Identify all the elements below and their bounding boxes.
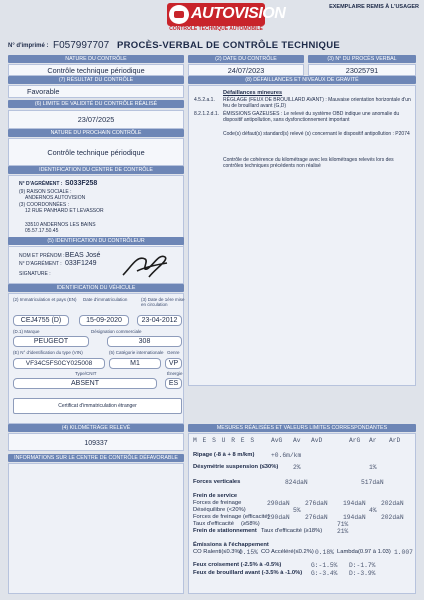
co-acc-label: CO Accéléré(≤0.2%)	[261, 549, 314, 555]
category-value: M1	[109, 358, 161, 369]
next-control-nature: Contrôle technique périodique	[8, 138, 184, 166]
co-value: 0.15%	[239, 549, 258, 556]
fv-ar: 517daN	[361, 479, 384, 486]
imprime-label: N° d'imprimé :	[8, 43, 49, 49]
fc-d: D:-1.7%	[349, 562, 376, 569]
desymetrie-ar: 1%	[369, 464, 377, 471]
designation-label: Désignation commerciale	[91, 329, 142, 334]
center-coord-label: (3) COORDONNÉES :	[19, 202, 70, 208]
frein-stat-label: Frein de stationnement	[193, 528, 257, 534]
signature-label: SIGNATURE :	[19, 271, 51, 277]
km-value: 109337	[84, 440, 108, 447]
type-ct-label: Type/CNIT	[75, 371, 97, 376]
copy-label: EXEMPLAIRE REMIS À L'USAGER	[329, 4, 419, 10]
fe-arg: 194daN	[343, 514, 366, 521]
defects-heading: Défaillances mineures	[223, 90, 283, 96]
type-ct-value: ABSENT	[13, 378, 157, 389]
genre-label: Genre	[167, 350, 180, 355]
ff-avg: 290daN	[267, 500, 290, 507]
defects-panel	[188, 85, 416, 386]
section-header-result: (7) RÉSULTAT DU CONTRÔLE	[8, 76, 184, 84]
section-header-center: IDENTIFICATION DU CENTRE DE CONTRÔLE	[8, 166, 184, 174]
date-immat-label: Date d'immatriculation	[83, 297, 128, 302]
section-header-vehicle: IDENTIFICATION DU VÉHICULE	[8, 284, 184, 292]
center-phone: 05.57.17.50.45	[25, 228, 59, 234]
defect-text-3: Code(s) défaut(s) standard(s) relevé (s) concernant le dispositif antipollution : P2074	[223, 131, 410, 137]
ff-ard: 202daN	[381, 500, 404, 507]
frein-stat-value: 21%	[337, 528, 349, 535]
section-header-defects: (8) DÉFAILLANCES ET NIVEAUX DE GRAVITÉ	[188, 76, 416, 84]
measures-panel	[188, 433, 416, 594]
col-ar: Ar	[369, 437, 377, 444]
marque-value: PEUGEOT	[13, 336, 89, 347]
forces-freinage-label: Forces de freinage	[193, 500, 242, 506]
foreign-certificate: Certificat d'immatriculation étranger	[13, 398, 182, 414]
car-icon	[169, 5, 189, 24]
section-header-date: (2) DATE DU CONTRÔLE	[188, 55, 304, 63]
marque-label: (D.1) Marque	[13, 329, 40, 334]
defect-code-1: 4.5.2.a.1.	[194, 97, 215, 103]
defect-code-2: 8.2.1.2.d.1.	[194, 111, 220, 117]
center-raison-label: (9) RAISON SOCIALE :	[19, 189, 72, 195]
frein-effic-label: Forces de freinage (efficacité)	[193, 514, 270, 520]
controller-name: BEAS José	[65, 252, 101, 259]
lambda-label: Lambda(0.97 à 1.03)	[337, 549, 391, 555]
forces-verticales-label: Forces verticales	[193, 479, 241, 485]
col-av: Av	[293, 437, 301, 444]
ripage-value: +0.6m/km	[271, 452, 302, 459]
col-arg: ArG	[349, 437, 361, 444]
imprime-number: F057997707	[53, 40, 110, 51]
fe-avg: 290daN	[267, 514, 290, 521]
ripage-label: Ripage (-8 à + 8 m/km)	[193, 452, 255, 458]
desequilibre-label: Déséquilibre (<20%)	[193, 507, 246, 513]
section-header-km: (4) KILOMÉTRAGE RELEVÉ	[8, 424, 184, 432]
section-header-nature: NATURE DU CONTRÔLE	[8, 55, 184, 63]
energie-label: Énergie	[167, 371, 183, 376]
genre-value: VP	[165, 358, 182, 369]
autovision-logo	[167, 3, 286, 33]
defect-text-1: RÉGLAGE (FEUX DE BROUILLARD AVANT) : Mauvaise orientation horizontale d'un feu de brouillard avant (G,D)	[223, 97, 411, 109]
deseq-ar: 4%	[369, 507, 377, 514]
section-header-validity: (6) LIMITE DE VALIDITÉ DU CONTRÔLE RÉALISÉ	[8, 100, 184, 108]
vehicle-panel	[8, 293, 184, 424]
logo-subtitle: CONTRÔLE TECHNIQUE AUTOMOBILE	[169, 26, 263, 32]
center-agrement-label: N° D'AGRÉMENT :	[19, 181, 63, 187]
fe-avd: 276daN	[305, 514, 328, 521]
deseq-av: 5%	[293, 507, 301, 514]
frein-service-label: Frein de service	[193, 493, 238, 499]
validity-date: 23/07/2025	[8, 110, 184, 129]
date-first-label: (3) Date de 1ère mise en circulation	[141, 297, 185, 307]
category-label: (5) Catégorie internationale	[109, 350, 164, 355]
frein-stat-cond: Taux d'efficacité (≥18%)	[261, 528, 323, 534]
vin-label: (E) N° d'identification du type (VIN)	[13, 350, 83, 355]
measures-col-title: M E S U R E S	[193, 437, 256, 444]
desymetrie-label: Désymétrie suspension (≤30%)	[193, 464, 279, 470]
ff-avd: 276daN	[305, 500, 328, 507]
control-date: 24/07/2023	[188, 64, 304, 76]
fv-av: 824daN	[285, 479, 308, 486]
fb-d: D:-3.9%	[349, 570, 376, 577]
emissions-label: Émissions à l'échappement	[193, 542, 269, 548]
center-address-1: 12 RUE PANHARD ET LEVASSOR	[25, 208, 104, 214]
immat-label: (2) Immatriculation et pays (EN)	[13, 297, 77, 302]
desymetrie-av: 2%	[293, 464, 301, 471]
control-nature: Contrôle technique périodique	[8, 64, 184, 76]
unfavorable-panel	[8, 463, 184, 594]
control-result: Favorable	[8, 85, 184, 98]
controller-name-label: NOM ET PRÉNOM :	[19, 253, 65, 259]
center-agrement: S033F258	[65, 180, 98, 187]
taux-cond: (≥58%)	[241, 521, 260, 527]
controller-panel	[8, 246, 184, 284]
km-coherence-note: Contrôle de cohérence du kilométrage avec les kilométrages relevés lors des contrôles techniques précédents non réalisé	[223, 157, 394, 169]
signature-image	[119, 249, 171, 281]
center-address-2: 33510 ANDERNOS LES BAINS	[25, 222, 96, 228]
section-header-next: NATURE DU PROCHAIN CONTRÔLE	[8, 129, 184, 137]
logo-text: AUTOVISION	[191, 5, 286, 22]
section-header-unfavorable: INFORMATIONS SUR LE CENTRE DE CONTRÔLE DÉFAVORABLE	[8, 454, 184, 462]
col-avg: AvG	[271, 437, 283, 444]
date-immat-value: 15-09-2020	[79, 315, 129, 326]
defect-text-2: ÉMISSIONS GAZEUSES : Le relevé du système OBD indique une anomalie du dispositif antipollution, sans dysfonctionnement important	[223, 111, 400, 123]
vin-value: VF34C5FS0CY025008	[13, 358, 105, 369]
controller-agrement-label: N° D'AGRÉMENT :	[19, 261, 62, 267]
page-title: PROCÈS-VERBAL DE CONTRÔLE TECHNIQUE	[117, 40, 341, 51]
section-header-controller: (5) IDENTIFICATION DU CONTRÔLEUR	[8, 237, 184, 245]
taux-label: Taux d'efficacité	[193, 521, 234, 527]
taux-value: 71%	[337, 521, 349, 528]
fb-g: G:-3.4%	[311, 570, 338, 577]
feux-croisement-label: Feux croisement (-2.5% à -0.5%)	[193, 562, 282, 568]
fe-ard: 202daN	[381, 514, 404, 521]
date-first-value: 23-04-2012	[137, 315, 182, 326]
center-raison: ANDERNOS AUTOVISION	[25, 195, 86, 201]
section-header-measures: MESURES RÉALISÉES ET VALEURS LIMITES CORRESPONDANTES	[188, 424, 416, 432]
co-acc-value: 0.18%	[315, 549, 334, 556]
feux-brouillard-label: Feux de brouillard avant (-3.5% à -1.0%)	[193, 570, 303, 576]
immat-value: CEJ4755 (D)	[13, 315, 69, 326]
col-ard: ArD	[389, 437, 401, 444]
section-header-pv: (3) N° DU PROCÈS VERBAL	[308, 55, 416, 63]
designation-value: 308	[107, 336, 182, 347]
controller-agrement: 033F1249	[65, 260, 97, 267]
col-avd: AvD	[311, 437, 323, 444]
co-label: CO Ralenti(≤0.3%)	[193, 549, 242, 555]
pv-number: 23025791	[308, 64, 416, 76]
fc-g: G:-1.5%	[311, 562, 338, 569]
ff-arg: 194daN	[343, 500, 366, 507]
lambda-value: 1.007	[394, 549, 413, 556]
energie-value: ES	[165, 378, 182, 389]
